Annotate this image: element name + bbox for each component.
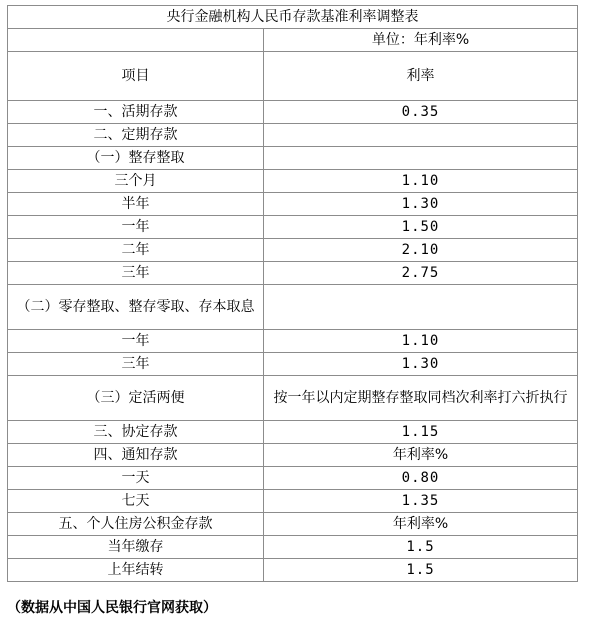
item-cell: （三）定活两便 xyxy=(8,376,264,421)
rate-cell: 1.10 xyxy=(264,170,578,193)
table-row xyxy=(8,330,578,353)
table-row xyxy=(8,239,578,262)
table-row xyxy=(8,170,578,193)
source-note: （数据从中国人民银行官网获取） xyxy=(7,600,217,616)
table-row xyxy=(8,536,578,559)
rate-table xyxy=(7,5,578,582)
table-row xyxy=(8,124,578,147)
item-cell: 三个月 xyxy=(8,170,264,193)
item-cell: （一）整存整取 xyxy=(8,147,264,170)
table-row xyxy=(8,193,578,216)
item-cell: （二）零存整取、整存零取、存本取息 xyxy=(8,285,264,330)
rate-cell: 1.50 xyxy=(264,216,578,239)
item-cell: 上年结转 xyxy=(8,559,264,582)
rate-cell xyxy=(264,147,578,170)
rate-cell: 0.35 xyxy=(264,101,578,124)
table-row xyxy=(8,467,578,490)
rate-cell: 1.35 xyxy=(264,490,578,513)
item-cell: 半年 xyxy=(8,193,264,216)
title-row xyxy=(8,6,578,29)
rate-cell xyxy=(264,285,578,330)
table-row xyxy=(8,444,578,467)
rate-cell: 2.10 xyxy=(264,239,578,262)
table-row xyxy=(8,285,578,330)
unit-blank-cell xyxy=(8,29,264,52)
rate-cell: 1.5 xyxy=(264,536,578,559)
item-cell: 一、活期存款 xyxy=(8,101,264,124)
rate-cell: 1.30 xyxy=(264,193,578,216)
item-cell: 二、定期存款 xyxy=(8,124,264,147)
table-row xyxy=(8,376,578,421)
item-cell: 一天 xyxy=(8,467,264,490)
table-row xyxy=(8,559,578,582)
rate-cell: 1.5 xyxy=(264,559,578,582)
table-title: 央行金融机构人民币存款基准利率调整表 xyxy=(8,6,578,29)
unit-label: 单位：年利率% xyxy=(264,29,578,52)
item-cell: 四、通知存款 xyxy=(8,444,264,467)
item-cell: 当年缴存 xyxy=(8,536,264,559)
item-cell: 二年 xyxy=(8,239,264,262)
item-cell: 三、协定存款 xyxy=(8,421,264,444)
rate-cell: 2.75 xyxy=(264,262,578,285)
rate-cell: 1.10 xyxy=(264,330,578,353)
rate-cell xyxy=(264,124,578,147)
table-row xyxy=(8,353,578,376)
table-row xyxy=(8,216,578,239)
rate-cell: 按一年以内定期整存整取同档次利率打六折执行 xyxy=(264,376,578,421)
header-item: 项目 xyxy=(8,52,264,101)
item-cell: 三年 xyxy=(8,262,264,285)
header-rate: 利率 xyxy=(264,52,578,101)
rate-cell: 1.15 xyxy=(264,421,578,444)
table-row xyxy=(8,421,578,444)
item-cell: 一年 xyxy=(8,216,264,239)
unit-row xyxy=(8,29,578,52)
header-row xyxy=(8,52,578,101)
item-cell: 五、个人住房公积金存款 xyxy=(8,513,264,536)
item-cell: 一年 xyxy=(8,330,264,353)
rate-cell: 1.30 xyxy=(264,353,578,376)
rate-cell: 年利率% xyxy=(264,513,578,536)
table-row xyxy=(8,262,578,285)
rate-cell: 年利率% xyxy=(264,444,578,467)
item-cell: 三年 xyxy=(8,353,264,376)
rate-cell: 0.80 xyxy=(264,467,578,490)
item-cell: 七天 xyxy=(8,490,264,513)
table-row xyxy=(8,513,578,536)
table-row xyxy=(8,147,578,170)
table-row xyxy=(8,101,578,124)
table-row xyxy=(8,490,578,513)
